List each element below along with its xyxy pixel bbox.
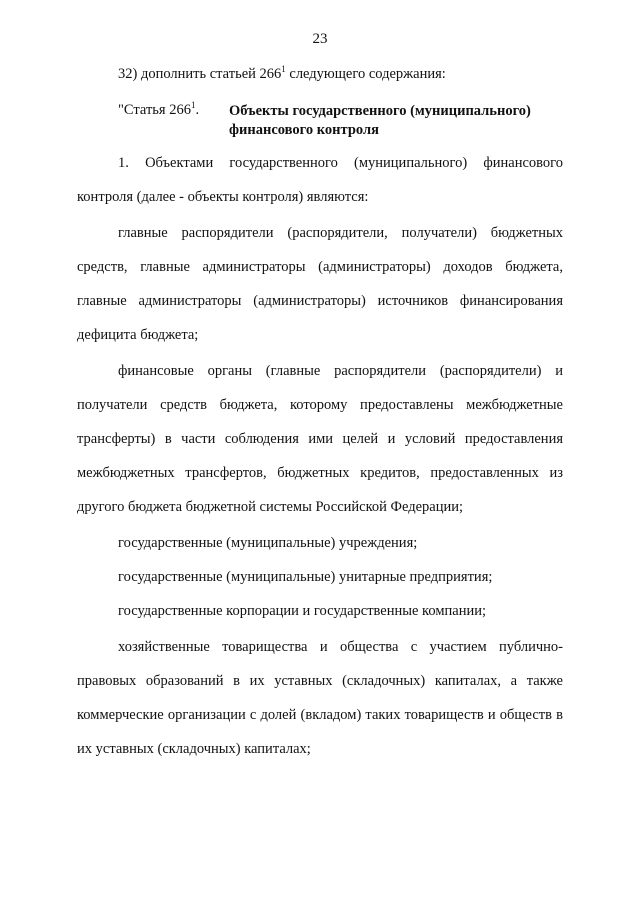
page-number: 23 (312, 31, 328, 47)
amendment-article-number: 266 (259, 66, 282, 82)
article-title-line-2: финансового контроля (229, 122, 379, 138)
paragraph-institutions: государственные (муниципальные) учреждения; (118, 535, 418, 551)
paragraph-financial-bodies: финансовые органы (главные распорядители (распорядители) и получатели средств бюджета, которому предоставлены межбюджетные трансферты) в части соблюдения ими целей и условий предоставления межбюджетных трансфертов, бюджетных кредитов, предоставленных из другого бюджета бюджетной системы Российской Федерации; (77, 363, 563, 515)
paragraph-objects-definition: 1. Объектами государственного (муниципального) финансового контроля (далее - объекты контроля) являются: (77, 155, 563, 205)
paragraph-budget-managers: главные распорядители (распорядители, получатели) бюджетных средств, главные администраторы (администраторы) доходов бюджета, главные администраторы (администраторы) источников финансирования дефицита бюджета; (77, 225, 563, 343)
article-title (229, 102, 569, 140)
paragraph-corporations: государственные корпорации и государственные компании; (118, 603, 487, 619)
article-label-superscript: 1 (190, 100, 196, 110)
article-label (118, 102, 199, 119)
amendment-superscript: 1 (281, 64, 286, 74)
amendment-intro-text-before: 32) дополнить статьей (118, 66, 260, 82)
article-title-line-1: Объекты государственного (муниципального) (229, 103, 531, 119)
paragraph-business-partnerships: хозяйственные товарищества и общества с участием публично-правовых образований в их уставных (складочных) капиталах, а также коммерческие организации с долей (вкладом) таких товариществ и обществ в их уставных (складочных) капиталах; (77, 639, 563, 757)
paragraph-unitary-enterprises: государственные (муниципальные) унитарные предприятия; (118, 569, 493, 585)
amendment-intro (118, 66, 446, 83)
article-label-suffix: . (195, 102, 200, 118)
amendment-intro-text-after: следующего содержания: (285, 66, 446, 82)
article-label-prefix: "Статья 266 (118, 102, 191, 118)
